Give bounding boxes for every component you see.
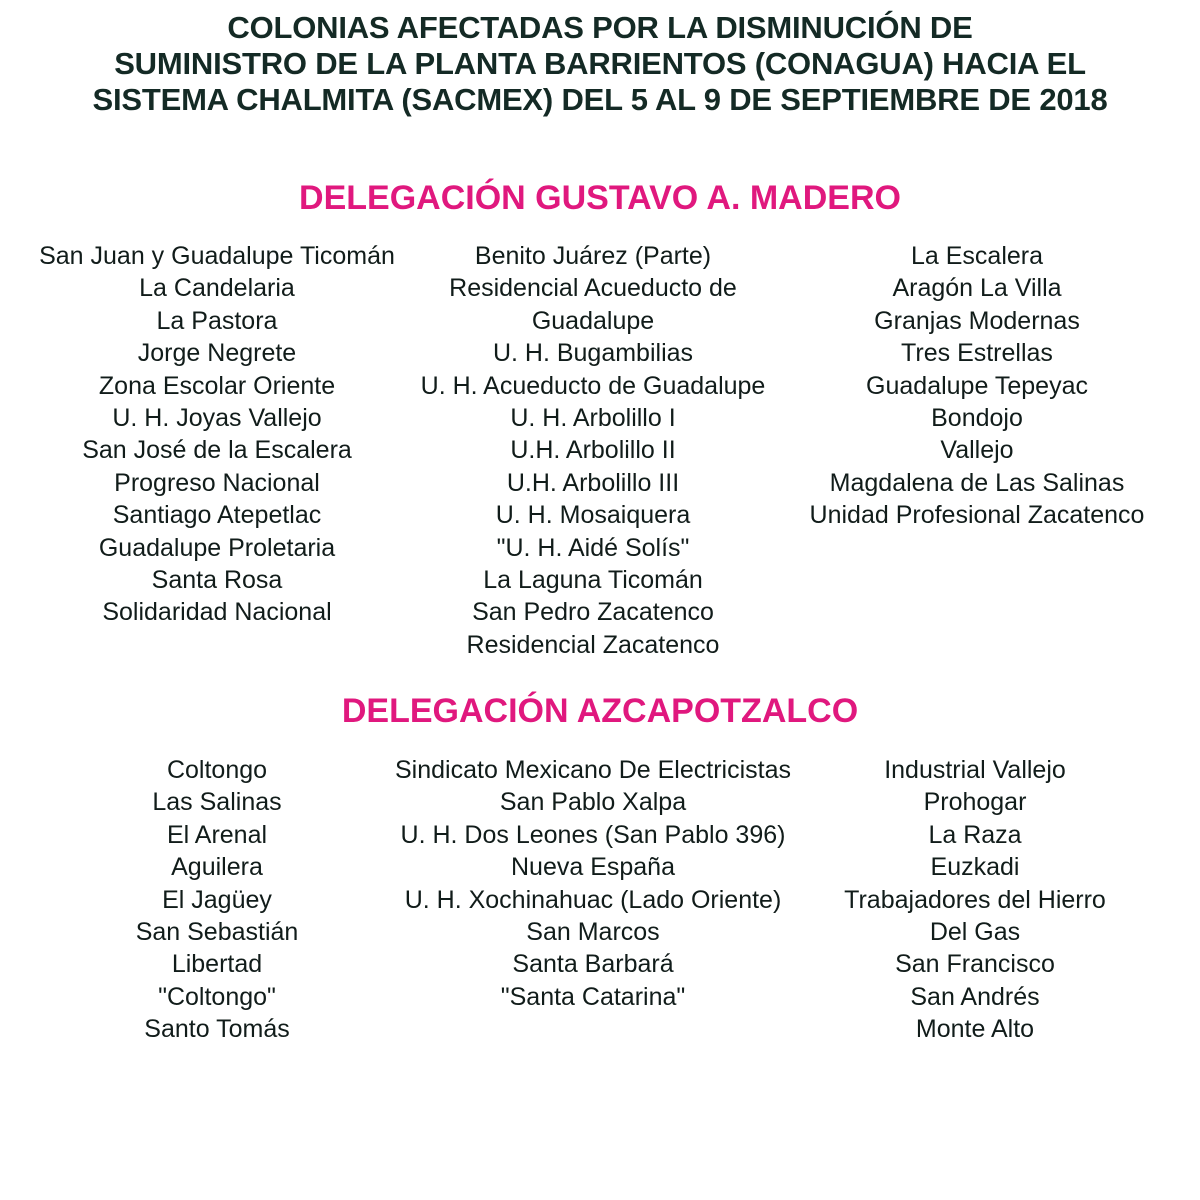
colonia-item: La Escalera [910, 242, 1044, 270]
gam-column-3 [777, 240, 1177, 532]
colonia-item: La Raza [928, 820, 1022, 849]
colonia-item: San Francisco [895, 950, 1055, 979]
colonia-item: Jorge Negrete [137, 339, 297, 368]
colonia-item: Magdalena de Las Salinas [829, 468, 1125, 497]
colonia-item: Aragón La Villa [892, 274, 1062, 303]
colonia-item: Del Gas [929, 918, 1021, 947]
colonia-item: San José de la Escalera [82, 436, 352, 465]
colonia-item: Santa Rosa [151, 566, 283, 595]
colonia-item: La Pastora [156, 306, 278, 335]
colonia-item: Santo Tomás [144, 1015, 290, 1044]
colonia-item: U. H. Joyas Vallejo [112, 404, 322, 433]
colonia-item: U.H. Arbolillo III [506, 468, 680, 497]
colonia-item: U. H. Arbolillo I [510, 404, 676, 433]
colonia-item: La Laguna Ticomán [483, 566, 703, 595]
colonia-item: Sindicato Mexicano De Electricistas [395, 756, 791, 784]
title-line: COLONIAS AFECTADAS POR LA DISMINUCIÓN DE [227, 10, 973, 45]
colonia-item: U.H. Arbolillo II [510, 436, 676, 465]
gam-column-2 [393, 240, 793, 661]
colonia-item: Granjas Modernas [874, 306, 1080, 335]
colonia-item: Tres Estrellas [901, 339, 1053, 368]
colonia-item: Prohogar [923, 788, 1027, 817]
azc-column-3 [775, 754, 1175, 1046]
colonia-item: "Santa Catarina" [500, 982, 686, 1011]
colonia-item: Zona Escolar Oriente [98, 371, 336, 400]
colonia-item: Bondojo [931, 404, 1023, 433]
colonia-item: Coltongo [166, 756, 268, 784]
colonia-item: Unidad Profesional Zacatenco [809, 501, 1145, 530]
colonia-item: Santiago Atepetlac [112, 501, 322, 530]
colonia-item: Libertad [171, 950, 263, 979]
colonia-item: San Marcos [526, 918, 660, 947]
colonia-item: Progreso Nacional [114, 468, 320, 497]
document-title [0, 10, 1200, 118]
section-heading-gam: DELEGACIÓN GUSTAVO A. MADERO [299, 179, 901, 217]
colonia-item: U. H. Bugambilias [492, 339, 694, 368]
colonia-item: U. H. Dos Leones (San Pablo 396) [400, 820, 786, 849]
colonia-item: Trabajadores del Hierro [844, 885, 1106, 914]
colonia-item: U. H. Mosaiquera [495, 501, 691, 530]
colonia-item: La Candelaria [139, 274, 295, 303]
colonia-item: Guadalupe [531, 306, 655, 335]
colonia-item: San Sebastián [135, 918, 299, 947]
colonia-item: Aguilera [171, 853, 263, 882]
colonia-item: San Pedro Zacatenco [472, 598, 714, 627]
colonia-item: Guadalupe Tepeyac [866, 371, 1088, 400]
colonia-item: U. H. Xochinahuac (Lado Oriente) [404, 885, 782, 914]
colonia-item: Benito Juárez (Parte) [474, 242, 712, 270]
colonia-item: Guadalupe Proletaria [98, 533, 336, 562]
azc-column-1 [17, 754, 417, 1046]
section-heading-azcapotzalco: DELEGACIÓN AZCAPOTZALCO [341, 692, 859, 730]
colonia-item: El Jagüey [162, 885, 272, 914]
colonia-item: El Arenal [166, 820, 268, 849]
colonia-item: Residencial Zacatenco [466, 630, 720, 659]
colonia-item: Euzkadi [930, 853, 1020, 882]
colonia-item: Vallejo [940, 436, 1014, 465]
title-line: SISTEMA CHALMITA (SACMEX) DEL 5 AL 9 DE SEPTIEMBRE DE 2018 [92, 82, 1108, 117]
title-line: SUMINISTRO DE LA PLANTA BARRIENTOS (CONAGUA) HACIA EL [114, 46, 1086, 81]
colonia-item: Residencial Acueducto de [449, 274, 737, 303]
azc-column-2 [393, 754, 793, 1013]
colonia-item: San Pablo Xalpa [499, 788, 687, 817]
colonia-item: San Andrés [910, 982, 1040, 1011]
colonia-item: Industrial Vallejo [884, 756, 1066, 784]
gam-column-1 [17, 240, 417, 629]
colonia-item: San Juan y Guadalupe Ticomán [39, 242, 395, 270]
colonia-item: Monte Alto [915, 1015, 1035, 1044]
colonia-item: U. H. Acueducto de Guadalupe [420, 371, 766, 400]
colonia-item: Santa Barbará [512, 950, 674, 979]
colonia-item: Nueva España [510, 853, 675, 882]
colonia-item: Las Salinas [152, 788, 282, 817]
colonia-item: "Coltongo" [158, 982, 276, 1011]
colonia-item: Solidaridad Nacional [102, 598, 332, 627]
colonia-item: "U. H. Aidé Solís" [496, 533, 690, 562]
